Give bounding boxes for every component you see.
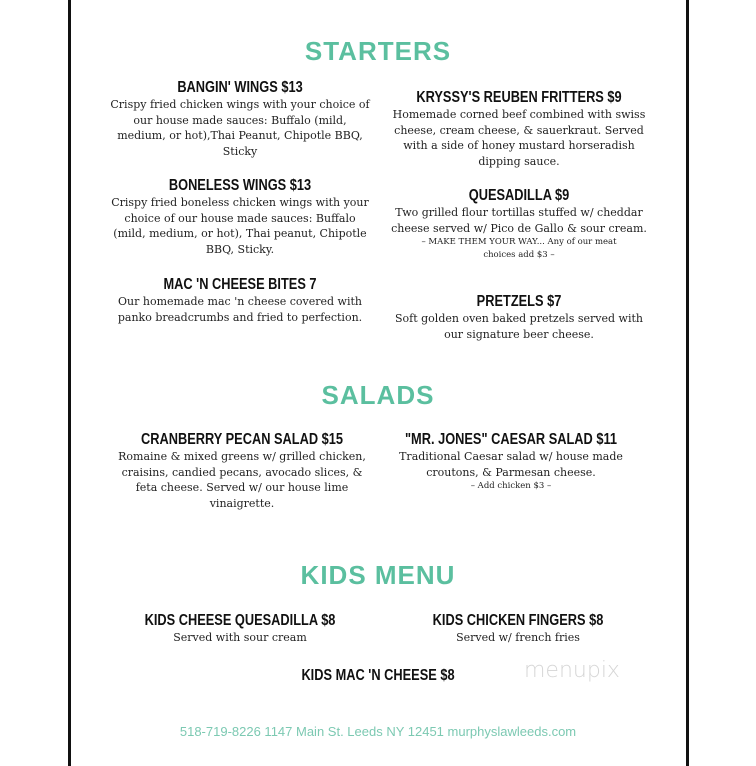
item-description: Our homemade mac 'n cheese covered with panko breadcrumbs and fried to perfection. — [117, 295, 363, 324]
item-description: Crispy fried boneless chicken wings with your choice of our house made sauces: Buffalo (mild, medium, or hot), Thai peanut, Chipotle BBQ, Sticky. — [111, 196, 369, 256]
item-description: Romaine & mixed greens w/ grilled chicken, craisins, candied pecans, avocado slices, & feta cheese. Served w/ our house lime vinaigrette. — [118, 450, 366, 510]
salads-heading: SALADS — [321, 380, 435, 410]
menu-item-quesadilla — [388, 187, 650, 262]
item-title: KIDS CHICKEN FINGERS $8 — [432, 612, 604, 629]
item-title: BONELESS WINGS $13 — [168, 177, 312, 194]
item-title: KIDS CHEESE QUESADILLA $8 — [144, 612, 336, 629]
menupix-watermark: menupix — [524, 658, 620, 683]
item-title: PRETZELS $7 — [476, 293, 562, 310]
item-description: Crispy fried chicken wings with your choice of our house made sauces: Buffalo (mild, medium, or hot),Thai Peanut, Chipotle BBQ, Sticky — [110, 98, 370, 158]
item-title: MAC 'N CHEESE BITES 7 — [163, 276, 317, 293]
starters-heading: STARTERS — [304, 36, 452, 66]
item-description: Traditional Caesar salad w/ house made croutons, & Parmesan cheese. — [399, 450, 623, 479]
item-description: Two grilled flour tortillas stuffed w/ cheddar cheese served w/ Pico de Gallo & sour cream. — [391, 206, 647, 235]
item-title: KIDS MAC 'N CHEESE $8 — [301, 667, 455, 684]
item-description: Served w/ french fries — [456, 631, 580, 644]
menu-item-caesar-salad — [380, 431, 642, 493]
item-title: CRANBERRY PECAN SALAD $15 — [141, 431, 343, 448]
item-description: Served with sour cream — [173, 631, 307, 644]
menu-item-reuben-fritters — [388, 89, 650, 169]
menu-item-kids-cheese-quesadilla — [110, 612, 370, 646]
item-note: – MAKE THEM YOUR WAY... Any of our meat choices add $3 – — [421, 237, 617, 260]
kids-menu-heading: KIDS MENU — [300, 560, 456, 590]
item-description: Soft golden oven baked pretzels served with our signature beer cheese. — [394, 312, 643, 341]
item-title: QUESADILLA $9 — [468, 187, 570, 204]
item-description: Homemade corned beef combined with swiss cheese, cream cheese, & sauerkraut. Served with a side of honey mustard horseradish dipping sauce. — [392, 108, 646, 168]
item-note: – Add chicken $3 – — [470, 481, 552, 491]
item-title: BANGIN' WINGS $13 — [177, 79, 303, 96]
menu-item-mac-cheese-bites — [110, 276, 370, 325]
item-title: KRYSSY'S REUBEN FRITTERS $9 — [416, 89, 622, 106]
menu-item-kids-chicken-fingers — [388, 612, 648, 646]
menu-item-cranberry-pecan-salad — [112, 431, 372, 511]
menu-item-boneless-wings — [110, 177, 370, 257]
menu-item-bangin-wings — [110, 79, 370, 159]
menu-item-pretzels — [388, 293, 650, 342]
footer-contact: 518-719-8226 1147 Main St. Leeds NY 12451 murphyslawleeds.com — [179, 724, 577, 739]
item-title: "MR. JONES" CAESAR SALAD $11 — [404, 431, 617, 448]
menu-item-kids-mac-cheese — [248, 667, 508, 685]
